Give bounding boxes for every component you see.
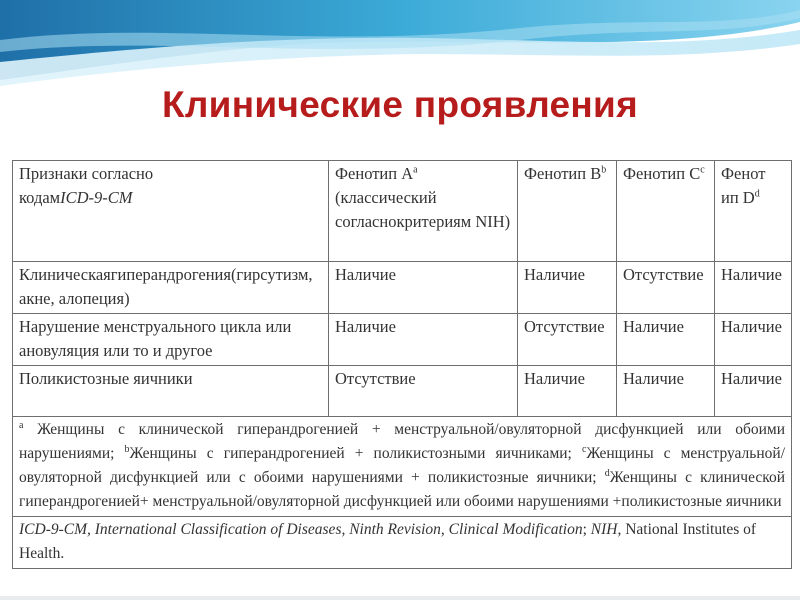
footnotes-cell: $^a$ Женщины с клинической гиперандрогенией + менструальной/овуляторной дисфункцией или обоими нарушениями; $^b$Женщины с гиперандрогенией + поликистозными яичниками; $^c$Женщины с менструальной/овуляторной дисфункцией или с обоими нарушениями + поликистозные яичники; $^d$Женщины с клинической гиперандрогенией+ менструальной/овуляторной дисфункцией или обоими нарушениями +поликистозные яичники [13, 417, 792, 517]
decorative-wave-banner [0, 0, 800, 92]
table-cell: Наличие [617, 366, 715, 417]
table-cell: Отсутствие [518, 314, 617, 366]
phenotype-table [12, 160, 792, 569]
header-phenotype-b: Фенотип $B^b$ [518, 161, 617, 262]
header-phenotype-d: Фенот ип $D^d$ [715, 161, 792, 262]
table-cell: Наличие [715, 262, 792, 314]
header-phenotype-a: Фенотип $A^a$ (классический согласнокритериям NIH) [329, 161, 518, 262]
table-cell: Наличие [329, 314, 518, 366]
table-cell: Поликистозные яичники [13, 366, 329, 417]
table-cell: Наличие [617, 314, 715, 366]
table-row [13, 314, 792, 366]
bottom-divider [0, 596, 800, 600]
table-cell: Отсутствие [329, 366, 518, 417]
table-header-row [13, 161, 792, 262]
table-cell: Наличие [715, 366, 792, 417]
header-criteria: Признаки согласно кодамICD-9-CM [13, 161, 329, 262]
table-row [13, 366, 792, 417]
table-cell: Наличие [329, 262, 518, 314]
table-cell: Нарушение менструального цикла или ановуляция или то и другое [13, 314, 329, 366]
table-cell: Отсутствие [617, 262, 715, 314]
table-cell: Наличие [518, 366, 617, 417]
table-row [13, 262, 792, 314]
abbreviations-row [13, 517, 792, 569]
table-cell: Клиническаягиперандрогения(гирсутизм, акне, алопеция) [13, 262, 329, 314]
abbreviations-cell: ICD-9-CM, International Classification of Diseases, Ninth Revision, Clinical Modification; NIH, National Institutes of Health. [13, 517, 792, 569]
page-title: Клинические проявления [162, 84, 638, 125]
header-phenotype-c: Фенотип $C^c$ [617, 161, 715, 262]
footnotes-row [13, 417, 792, 517]
table-cell: Наличие [715, 314, 792, 366]
table-cell: Наличие [518, 262, 617, 314]
